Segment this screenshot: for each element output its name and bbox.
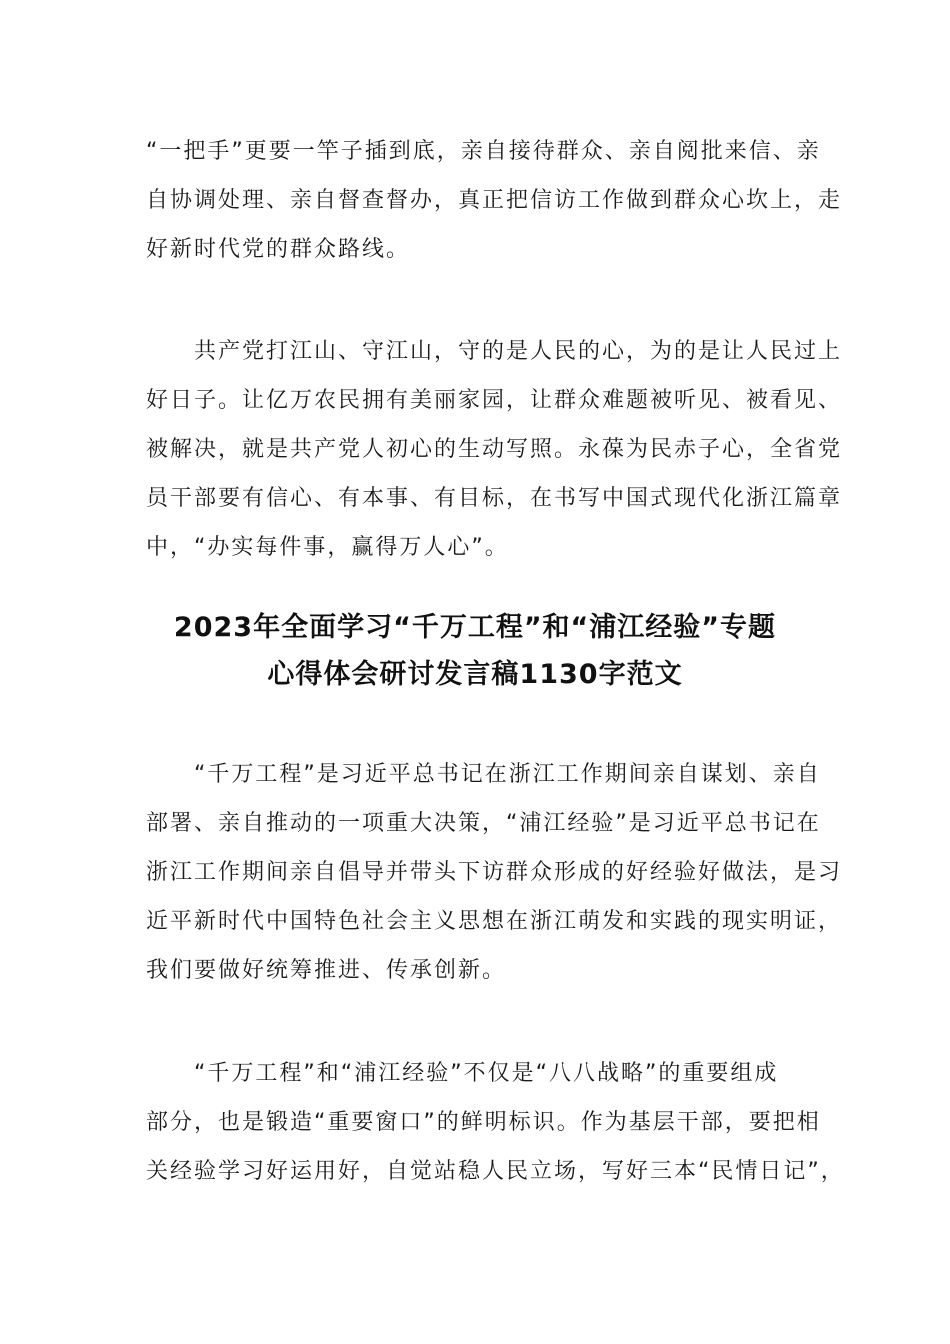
paragraph-line: 被解决，就是共产党人初心的生动写照。永葆为民赤子心，全省党	[146, 437, 843, 462]
paragraph-line: 浙江工作期间亲自倡导并带头下访群众形成的好经验好做法，是习	[146, 860, 843, 885]
paragraph-line: “千万工程”是习近平总书记在浙江工作期间亲自谋划、亲自	[146, 762, 821, 787]
paragraph-line: 自协调处理、亲自督查督办，真正把信访工作做到群众心坎上，走	[146, 188, 843, 213]
paragraph-line: 中，“办实每件事，赢得万人心”。	[146, 535, 509, 560]
paragraph-line: 好日子。让亿万农民拥有美丽家园，让群众难题被听见、被看见、	[146, 388, 843, 413]
heading-line: 2023年全面学习“千万工程”和“浦江经验”专题	[173, 612, 777, 643]
paragraph-line: 好新时代党的群众路线。	[146, 237, 411, 262]
paragraph-line: 部分，也是锻造“重要窗口”的鲜明标识。作为基层干部，要把相	[146, 1110, 821, 1135]
paragraph-line: 近平新时代中国特色社会主义思想在浙江萌发和实践的现实明证，	[146, 909, 843, 934]
heading-line: 心得体会研讨发言稿1130字范文	[267, 659, 683, 690]
paragraph-line: “一把手”更要一竿子插到底，亲自接待群众、亲自阅批来信、亲	[146, 139, 821, 164]
paragraph-line: 关经验学习好运用好，自觉站稳人民立场，写好三本“民情日记”，	[146, 1159, 845, 1184]
paragraph-line: 我们要做好统筹推进、传承创新。	[146, 958, 507, 983]
paragraph-line: 共产党打江山、守江山，守的是人民的心，为的是让人民过上	[146, 339, 843, 364]
paragraph-line: “千万工程”和“浦江经验”不仅是“八八战略”的重要组成	[146, 1061, 779, 1086]
paragraph-line: 部署、亲自推动的一项重大决策，“浦江经验”是习近平总书记在	[146, 811, 821, 836]
paragraph-line: 员干部要有信心、有本事、有目标，在书写中国式现代化浙江篇章	[146, 486, 843, 511]
